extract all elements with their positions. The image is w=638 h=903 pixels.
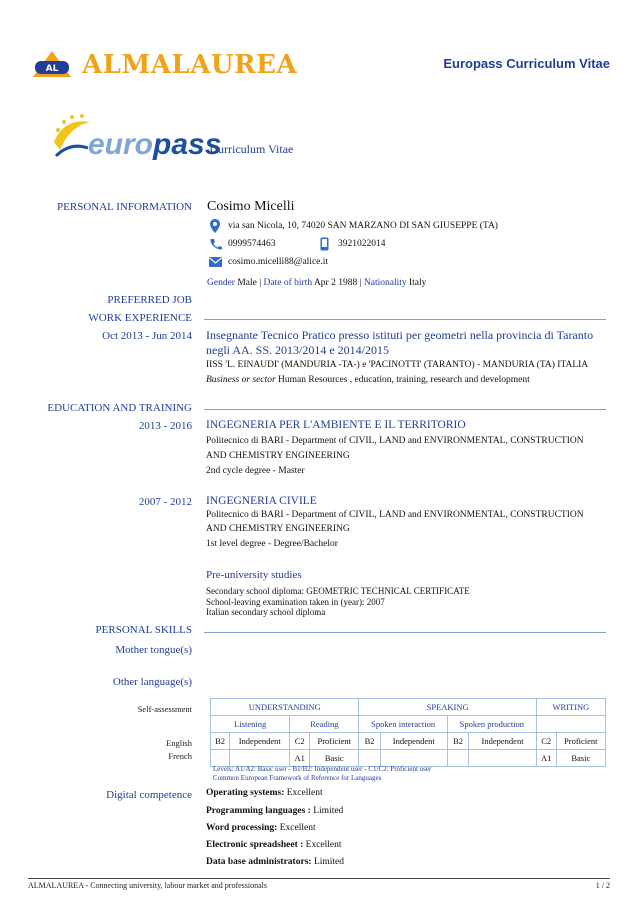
- phone-text: 0999574463: [228, 239, 276, 249]
- digital-skill-label: Word processing:: [206, 823, 278, 833]
- europass-logo-suffix: pass: [153, 128, 222, 161]
- email-link[interactable]: cosimo.micelli88@alice.it: [228, 257, 329, 267]
- separator: |: [359, 278, 362, 288]
- job-title: Insegnante Tecnico Pratico presso istituti per geometri nella provincia di Taranto negli AA. SS. 2013/2014 e 2014/2015: [206, 328, 594, 357]
- table-cell: [447, 750, 468, 767]
- location-pin-icon: [210, 219, 220, 233]
- header-title: Europass Curriculum Vitae: [443, 56, 610, 71]
- digital-skill-row: [206, 857, 344, 867]
- work-date: Oct 2013 - Jun 2014: [102, 330, 192, 342]
- sector-line: [206, 375, 530, 385]
- digital-skill-label: Operating systems:: [206, 788, 285, 798]
- preuni-title: Pre-university studies: [206, 569, 302, 581]
- europass-logo: [88, 128, 221, 162]
- badge-text: AL: [45, 64, 59, 74]
- table-row: [211, 733, 606, 750]
- dob-label: Date of birth: [263, 278, 313, 288]
- education-date: 2013 - 2016: [138, 420, 192, 432]
- digital-skill-row: [206, 823, 316, 833]
- table-cell: Basic: [556, 750, 605, 767]
- speaking-header: SPEAKING: [359, 699, 536, 716]
- table-row: [211, 699, 606, 716]
- cv-subtitle: Curriculum Vitae: [210, 142, 294, 156]
- almalaurea-logo: [82, 50, 297, 80]
- europass-logo-prefix: euro: [88, 128, 154, 161]
- table-cell: Proficient: [310, 733, 359, 750]
- digital-skill-value: Excellent: [279, 823, 316, 833]
- sector-value: Human Resources , education, training, research and development: [278, 375, 530, 385]
- table-cell: Proficient: [556, 733, 605, 750]
- digital-skill-label: Electronic spreadsheet :: [206, 840, 304, 850]
- employer-text: IISS 'L. EINAUDI' (MANDURIA -TA-) e 'PACINOTTI' (TARANTO) - MANDURIA (TA) ITALIA: [206, 360, 589, 370]
- candidate-name: Cosimo Micelli: [207, 199, 295, 214]
- education-institution-cont: AND CHEMISTRY ENGINEERING: [206, 524, 350, 534]
- cefr-legend: Common European Framework of Reference for Languages: [213, 774, 382, 782]
- mother-tongue-label: Mother tongue(s): [115, 644, 192, 656]
- reading-header: Reading: [290, 716, 359, 733]
- self-assessment-label: Self-assessment: [137, 704, 192, 714]
- education-divider: [204, 409, 606, 410]
- listening-header: Listening: [211, 716, 290, 733]
- levels-legend: Levels: A1/A2: Basic user - B1/B2: Independent user - C1/C2: Proficient user: [213, 765, 432, 773]
- digital-skill-row: [206, 788, 323, 798]
- other-languages-label: Other language(s): [112, 676, 192, 688]
- digital-skill-value: Excellent: [305, 840, 342, 850]
- table-cell: B2: [359, 733, 380, 750]
- nationality-value: Italy: [409, 278, 427, 288]
- almalaurea-badge-icon: [32, 50, 72, 78]
- email-icon: [209, 257, 222, 267]
- digital-skill-value: Excellent: [286, 788, 323, 798]
- education-institution-cont: AND CHEMISTRY ENGINEERING: [206, 451, 350, 461]
- table-cell: [211, 750, 230, 767]
- table-cell: Basic: [310, 750, 359, 767]
- logo-first-word: ALMA: [82, 50, 172, 80]
- education-degree: 1st level degree - Degree/Bachelor: [206, 539, 338, 549]
- education-institution: Politecnico di BARI - Department of CIVIL, LAND and ENVIRONMENTAL, CONSTRUCTION: [206, 436, 584, 446]
- table-cell: [359, 750, 380, 767]
- language-table: [210, 698, 606, 767]
- digital-skill-row: [206, 840, 342, 850]
- writing-header: WRITING: [536, 699, 605, 716]
- page-number: 1 / 2: [595, 881, 610, 890]
- table-cell: A1: [290, 750, 310, 767]
- education-label: EDUCATION AND TRAINING: [47, 402, 192, 414]
- table-cell: [230, 750, 290, 767]
- education-institution: Politecnico di BARI - Department of CIVIL, LAND and ENVIRONMENTAL, CONSTRUCTION: [206, 510, 584, 520]
- digital-competence-label: Digital competence: [106, 789, 192, 801]
- writing-subheader: [536, 716, 605, 733]
- table-cell: Independent: [380, 733, 447, 750]
- table-cell: [380, 750, 447, 767]
- digital-skill-label: Data base administrators:: [206, 857, 312, 867]
- footer-divider: [28, 878, 610, 879]
- mobile-phone-icon: [320, 237, 329, 251]
- digital-skill-value: Limited: [313, 806, 344, 816]
- table-row: [211, 716, 606, 733]
- preuni-line: Italian secondary school diploma: [206, 607, 326, 617]
- understanding-header: UNDERSTANDING: [211, 699, 359, 716]
- address-text: via san Nicola, 10, 74020 SAN MARZANO DI SAN GIUSEPPE (TA): [228, 221, 498, 231]
- personal-details-line: [207, 278, 426, 288]
- table-cell: A1: [536, 750, 556, 767]
- preuni-line: Secondary school diploma: GEOMETRIC TECHNICAL CERTIFICATE: [206, 586, 470, 596]
- work-experience-label: WORK EXPERIENCE: [88, 312, 192, 324]
- table-cell: C2: [290, 733, 310, 750]
- spoken-interaction-header: Spoken interaction: [359, 716, 447, 733]
- separator: |: [259, 278, 262, 288]
- logo-second-word: LAUREA: [171, 50, 298, 80]
- personal-skills-label: PERSONAL SKILLS: [95, 624, 192, 636]
- footer-text: ALMALAUREA - Connecting university, labour market and professionals: [28, 881, 267, 890]
- language-name: French: [168, 751, 192, 761]
- skills-divider: [204, 632, 606, 633]
- digital-skill-value: Limited: [313, 857, 345, 867]
- language-name: English: [166, 738, 192, 748]
- digital-skill-row: [206, 806, 343, 816]
- preuni-line: School-leaving examination taken in (year): 2007: [206, 597, 385, 607]
- sector-label: Business or sector: [206, 375, 276, 385]
- spoken-production-header: Spoken production: [447, 716, 536, 733]
- education-date: 2007 - 2012: [138, 496, 192, 508]
- table-cell: Independent: [469, 733, 537, 750]
- preferred-job-label: PREFERRED JOB: [107, 294, 192, 306]
- education-degree: 2nd cycle degree - Master: [206, 466, 305, 476]
- personal-information-label: PERSONAL INFORMATION: [57, 201, 192, 213]
- mobile-text: 3921022014: [338, 239, 386, 249]
- table-cell: B2: [211, 733, 230, 750]
- dob-value: Apr 2 1988: [313, 278, 358, 288]
- work-divider: [204, 319, 606, 320]
- gender-value: Male: [237, 278, 257, 288]
- table-row: [211, 750, 606, 767]
- table-cell: [469, 750, 537, 767]
- digital-skill-label: Programming languages :: [206, 806, 311, 816]
- table-cell: B2: [447, 733, 468, 750]
- education-title: INGEGNERIA CIVILE: [206, 495, 317, 507]
- table-cell: Independent: [230, 733, 290, 750]
- phone-icon: [209, 238, 222, 250]
- table-cell: C2: [536, 733, 556, 750]
- nationality-label: Nationality: [363, 278, 407, 288]
- gender-label: Gender: [207, 278, 235, 288]
- education-title: INGEGNERIA PER L'AMBIENTE E IL TERRITORIO: [206, 419, 466, 431]
